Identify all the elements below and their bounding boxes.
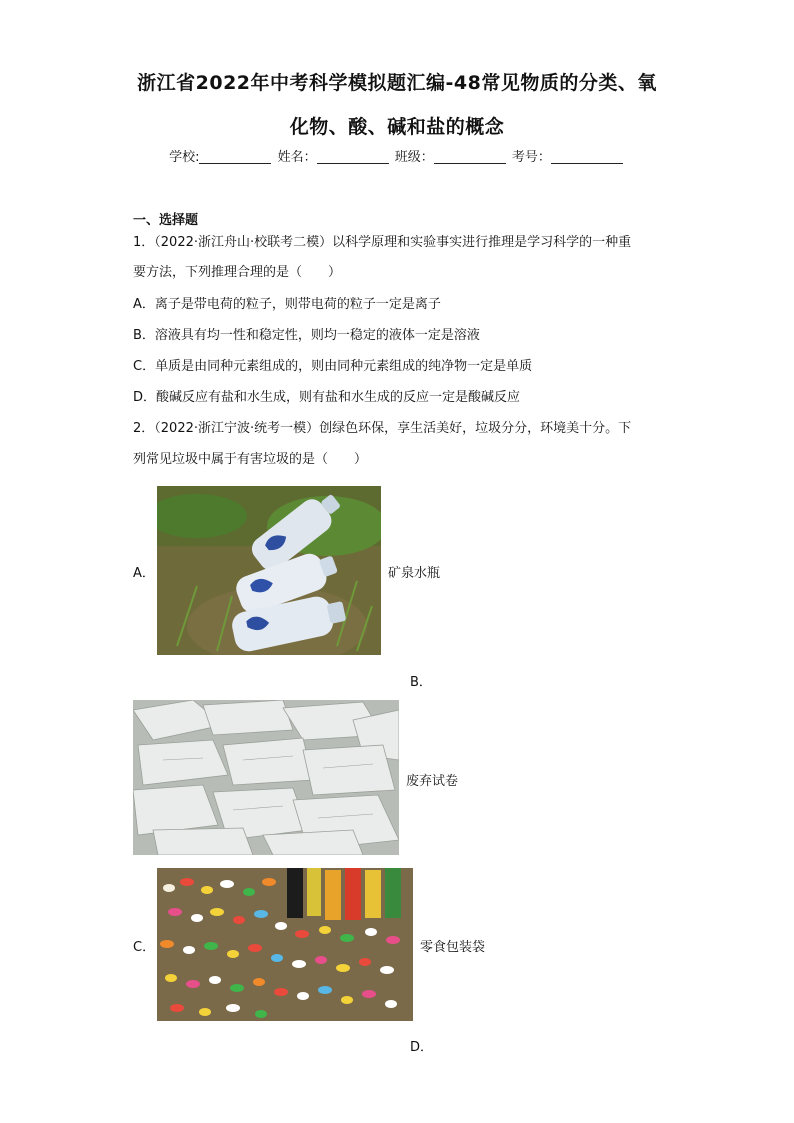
document-title-line1: 浙江省2022年中考科学模拟题汇编-48常见物质的分类、氧 (137, 72, 657, 94)
water-bottles-photo (157, 486, 381, 655)
question-2-option-d-letter: D． (410, 1040, 434, 1055)
question-1-option-c: C．单质是由同种元素组成的，则由同种元素组成的纯净物一定是单质 (133, 359, 533, 374)
name-label: 姓名： (277, 150, 317, 165)
class-blank[interactable] (434, 149, 506, 164)
question-2-option-c-letter: C． (133, 940, 156, 955)
waste-paper-photo (133, 700, 399, 855)
question-2-option-b-label: 废弃试卷 (406, 774, 459, 789)
snack-wrappers-photo (157, 868, 413, 1021)
question-2-stem-line1: 2．（2022·浙江宁波·统考一模）创绿色环保，享生活美好，垃圾分分，环境美十分。下 (133, 421, 632, 436)
question-1-option-d: D．酸碱反应有盐和水生成，则有盐和水生成的反应一定是酸碱反应 (133, 390, 521, 405)
question-1-stem-line1: 1．（2022·浙江舟山·校联考二模）以科学原理和实验事实进行推理是学习科学的一种重 (133, 235, 632, 250)
school-label: 学校: (169, 150, 200, 165)
question-1-stem-line2: 要方法，下列推理合理的是（ ） (133, 265, 342, 280)
school-blank[interactable] (199, 149, 271, 164)
name-blank[interactable] (317, 149, 389, 164)
question-1-option-b: B．溶液具有均一性和稳定性，则均一稳定的液体一定是溶液 (133, 328, 480, 343)
question-2-stem-line2: 列常见垃圾中属于有害垃圾的是（ ） (133, 452, 368, 467)
exam-number-blank[interactable] (551, 149, 623, 164)
question-2-option-a-letter: A． (133, 566, 155, 581)
question-1-option-a: A．离子是带电荷的粒子，则带电荷的粒子一定是离子 (133, 297, 441, 312)
class-label: 班级： (394, 150, 434, 165)
question-2-option-c-label: 零食包装袋 (420, 940, 486, 955)
student-info-row (0, 146, 794, 165)
question-2-option-b-letter: B． (410, 675, 432, 690)
exam-number-label: 考号： (511, 150, 551, 165)
question-2-option-a-label: 矿泉水瓶 (388, 566, 441, 581)
document-title-line2: 化物、酸、碱和盐的概念 (289, 116, 505, 138)
section-title: 一、选择题 (133, 213, 199, 228)
